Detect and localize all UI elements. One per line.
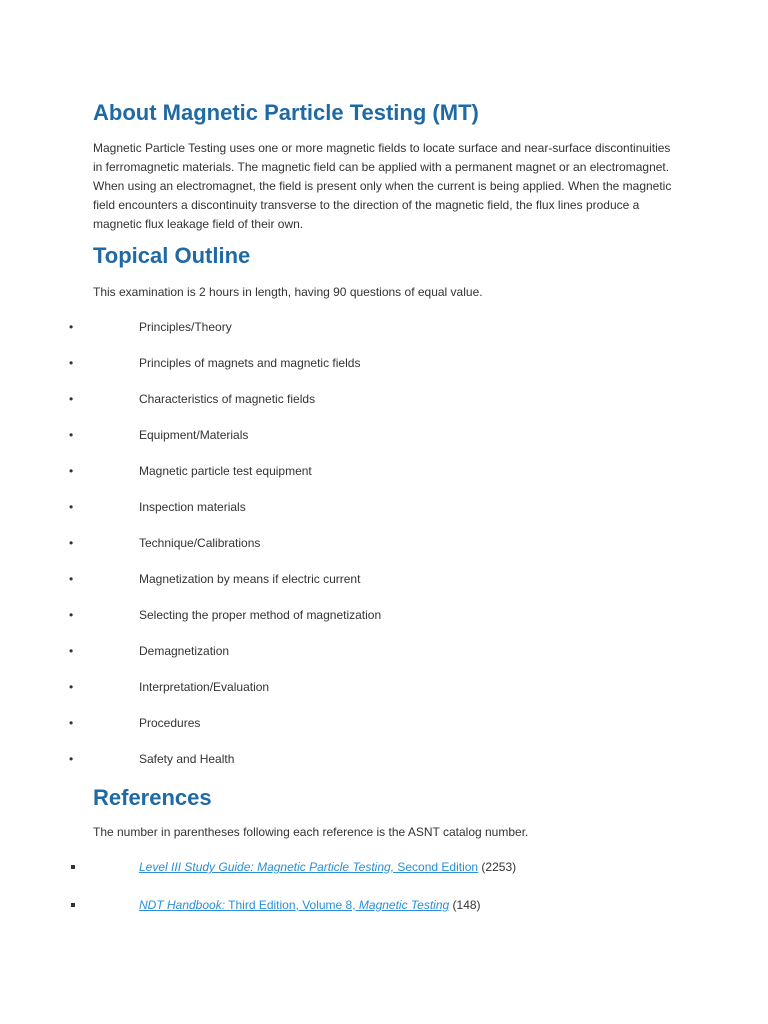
bullet-icon: • [69, 680, 74, 694]
topical-outline-heading: Topical Outline [93, 243, 251, 268]
references-list [0, 858, 768, 934]
references-note: The number in parentheses following each reference is the ASNT catalog number. [93, 825, 529, 839]
bullet-icon: • [69, 572, 74, 586]
reference-link-study-guide-title[interactable]: Level III Study Guide: Magnetic Particle Testing, [139, 860, 395, 874]
reference-link-handbook-title[interactable]: NDT Handbook: [139, 898, 226, 912]
bullet-icon: • [69, 644, 74, 658]
list-item: • Principles of magnets and magnetic fields [69, 356, 361, 370]
references-heading: References [93, 785, 212, 810]
bullet-icon: • [69, 752, 74, 766]
list-item: • Characteristics of magnetic fields [69, 392, 316, 406]
bullet-icon: • [69, 356, 74, 370]
bullet-icon: • [69, 608, 74, 622]
list-item: • Technique/Calibrations [69, 536, 261, 550]
reference-item [0, 896, 768, 934]
square-bullet-icon [71, 865, 75, 869]
list-item: • Demagnetization [69, 644, 230, 658]
list-item: • Safety and Health [69, 752, 235, 766]
bullet-icon: • [69, 464, 74, 478]
reference-link-handbook-volume[interactable]: Magnetic Testing [358, 898, 450, 912]
bullet-icon: • [69, 500, 74, 514]
list-item: • Inspection materials [69, 500, 246, 514]
page-title: About Magnetic Particle Testing (MT) [93, 100, 479, 125]
reference-catalog-number: (2253) [478, 860, 517, 874]
square-bullet-icon [71, 903, 75, 907]
list-item: • Principles/Theory [69, 320, 232, 334]
list-item: • Magnetization by means if electric current [69, 572, 361, 586]
list-item: • Selecting the proper method of magnetization [69, 608, 382, 622]
bullet-icon: • [69, 428, 74, 442]
reference-catalog-number: (148) [449, 898, 481, 912]
list-item: • Interpretation/Evaluation [69, 680, 270, 694]
bullet-icon: • [69, 536, 74, 550]
intro-paragraph: Magnetic Particle Testing uses one or more magnetic fields to locate surface and near-surface discontinuities in ferromagnetic materials. The magnetic field can be applied with a permanent magnet or an electromagnet. When using an electromagnet, the field is present only when the current is being applied. When the magnetic field encounters a discontinuity transverse to the direction of the magnetic field, the flux lines produce a magnetic flux leakage field of their own. [93, 141, 672, 231]
bullet-icon: • [69, 320, 74, 334]
topical-outline-list [0, 318, 768, 786]
exam-note: This examination is 2 hours in length, having 90 questions of equal value. [93, 285, 483, 299]
reference-item [0, 858, 768, 896]
list-item: • Equipment/Materials [69, 428, 249, 442]
reference-link-study-guide-edition[interactable]: Second Edition [394, 860, 479, 874]
reference-link-handbook-edition[interactable]: Third Edition, Volume 8, [225, 898, 359, 912]
list-item: • Magnetic particle test equipment [69, 464, 312, 478]
list-item: • Procedures [69, 716, 201, 730]
bullet-icon: • [69, 716, 74, 730]
bullet-icon: • [69, 392, 74, 406]
